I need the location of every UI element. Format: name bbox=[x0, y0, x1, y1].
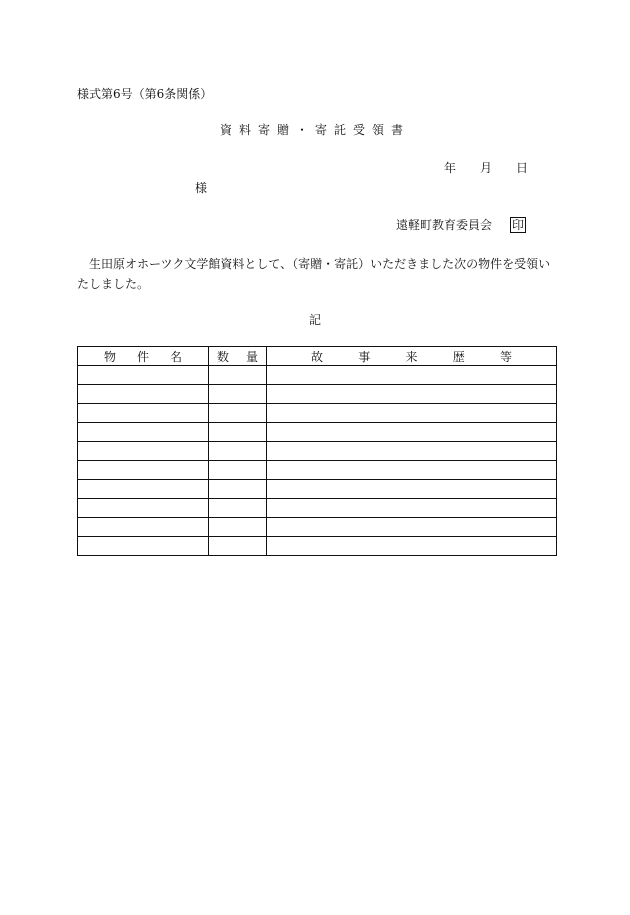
cell-quantity bbox=[209, 442, 267, 461]
cell-history bbox=[267, 423, 557, 442]
issuer-name: 遠軽町教育委員会 bbox=[396, 218, 493, 232]
table-row bbox=[78, 518, 557, 537]
table-row bbox=[78, 499, 557, 518]
seal-mark: 印 bbox=[512, 218, 525, 232]
date-month: 月 bbox=[480, 161, 493, 175]
cell-history bbox=[267, 480, 557, 499]
body-text: 生田原オホーツク文学館資料として、（寄贈・寄託）いただきました次の物件を受領いたしました。 bbox=[77, 257, 551, 291]
cell-item-name bbox=[78, 480, 209, 499]
document-title: 資料寄贈・寄託受領書 bbox=[219, 123, 410, 137]
cell-item-name bbox=[78, 423, 209, 442]
table-row bbox=[78, 537, 557, 556]
cell-quantity bbox=[209, 404, 267, 423]
form-number: 様式第6号（第6条関係） bbox=[77, 87, 213, 101]
cell-item-name bbox=[78, 442, 209, 461]
table-header-row bbox=[78, 347, 557, 366]
items-table bbox=[77, 346, 557, 556]
cell-item-name bbox=[78, 518, 209, 537]
cell-history bbox=[267, 404, 557, 423]
date-line bbox=[444, 159, 528, 176]
record-mark: 記 bbox=[309, 313, 322, 327]
cell-item-name bbox=[78, 385, 209, 404]
cell-history bbox=[267, 385, 557, 404]
header-item-name: 物件名 bbox=[78, 347, 209, 366]
cell-quantity bbox=[209, 423, 267, 442]
cell-history bbox=[267, 442, 557, 461]
cell-history bbox=[267, 537, 557, 556]
table-row bbox=[78, 366, 557, 385]
cell-quantity bbox=[209, 461, 267, 480]
cell-history bbox=[267, 518, 557, 537]
cell-quantity bbox=[209, 537, 267, 556]
cell-history bbox=[267, 461, 557, 480]
date-year: 年 bbox=[444, 161, 457, 175]
cell-item-name bbox=[78, 499, 209, 518]
table-row bbox=[78, 461, 557, 480]
addressee-suffix: 様 bbox=[195, 181, 208, 195]
cell-quantity bbox=[209, 480, 267, 499]
cell-quantity bbox=[209, 518, 267, 537]
table-row bbox=[78, 385, 557, 404]
cell-item-name bbox=[78, 461, 209, 480]
issuer bbox=[396, 216, 526, 233]
cell-history bbox=[267, 366, 557, 385]
table-row bbox=[78, 404, 557, 423]
table-row bbox=[78, 480, 557, 499]
date-day: 日 bbox=[516, 161, 529, 175]
header-history: 故事来歴等 bbox=[267, 347, 557, 366]
table-row bbox=[78, 423, 557, 442]
cell-quantity bbox=[209, 385, 267, 404]
cell-item-name bbox=[78, 404, 209, 423]
cell-history bbox=[267, 499, 557, 518]
cell-quantity bbox=[209, 366, 267, 385]
table-row bbox=[78, 442, 557, 461]
cell-quantity bbox=[209, 499, 267, 518]
cell-item-name bbox=[78, 366, 209, 385]
header-quantity: 数量 bbox=[209, 347, 267, 366]
cell-item-name bbox=[78, 537, 209, 556]
